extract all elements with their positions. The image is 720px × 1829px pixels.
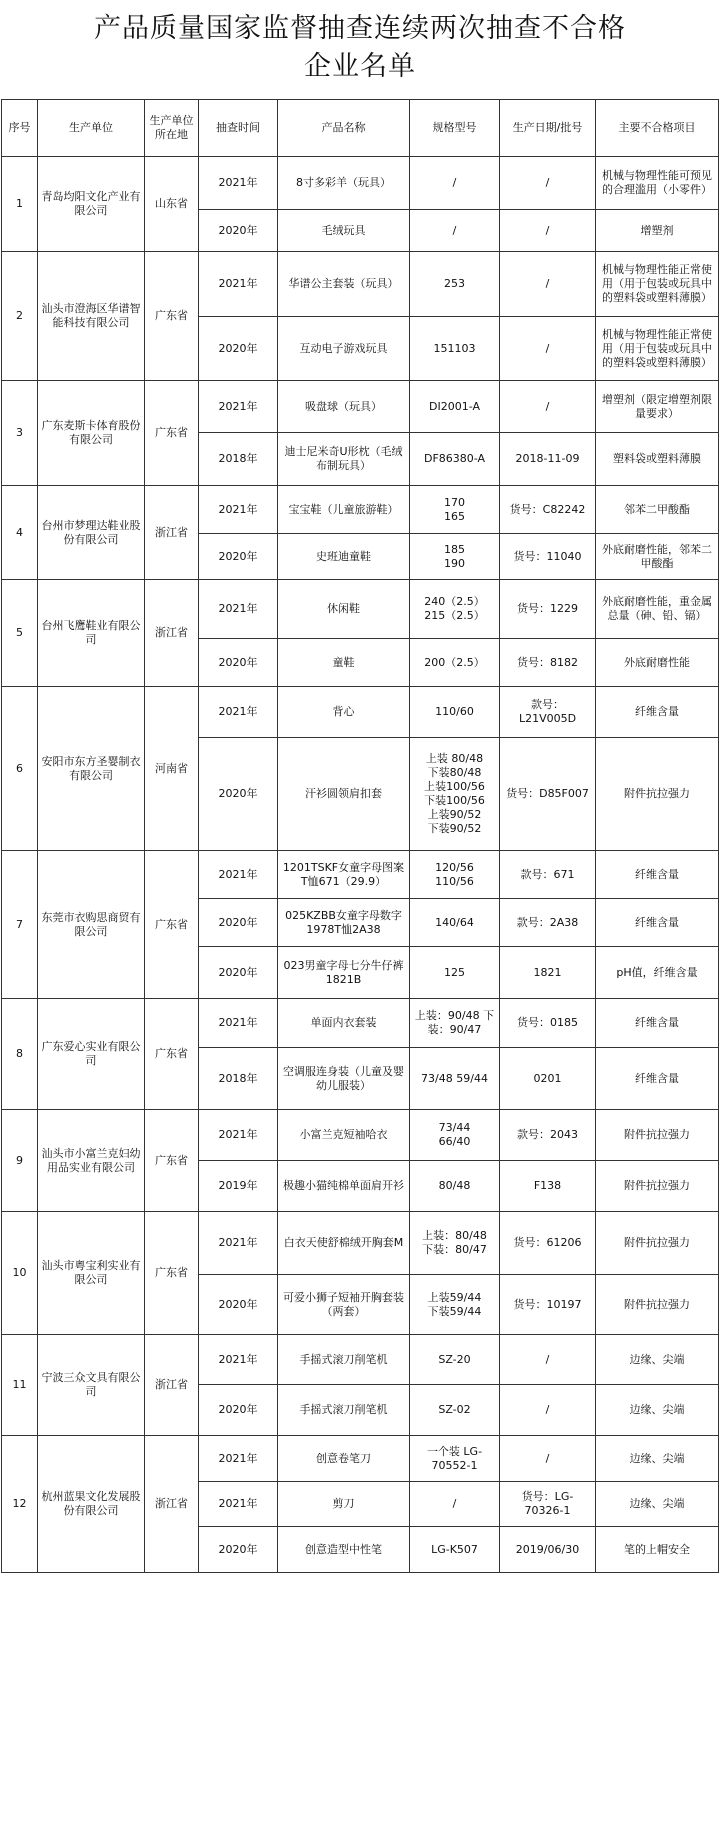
inspection-year-cell: 2020年 [199, 899, 278, 947]
inspection-year-cell: 2021年 [199, 157, 278, 210]
producer-cell: 汕头市粤宝利实业有限公司 [38, 1212, 145, 1335]
header-row [2, 100, 719, 157]
failed-item-cell: 塑料袋或塑料薄膜 [596, 433, 719, 486]
table-row [2, 851, 719, 899]
province-cell: 广东省 [145, 1110, 199, 1212]
product-name-cell: 背心 [278, 687, 410, 738]
inspection-year-cell: 2020年 [199, 1275, 278, 1335]
spec-model-cell: 151103 [410, 317, 500, 381]
table-row [2, 1335, 719, 1385]
province-cell: 广东省 [145, 252, 199, 381]
serial-number-cell: 4 [2, 486, 38, 580]
spec-model-cell: 170 165 [410, 486, 500, 534]
table-row [2, 486, 719, 534]
header-no: 序号 [2, 100, 38, 157]
product-name-cell: 童鞋 [278, 639, 410, 687]
header-issue: 主要不合格项目 [596, 100, 719, 157]
product-name-cell: 迪士尼米奇U形枕（毛绒布制玩具） [278, 433, 410, 486]
product-name-cell: 单面内衣套装 [278, 999, 410, 1048]
batch-cell: 1821 [500, 947, 596, 999]
table-row [2, 1436, 719, 1482]
product-name-cell: 023男童字母七分牛仔裤1821B [278, 947, 410, 999]
table-row [2, 580, 719, 639]
failed-item-cell: 机械与物理性能正常使用（用于包装或玩具中的塑料袋或塑料薄膜） [596, 252, 719, 317]
document-title [0, 10, 720, 86]
batch-cell: / [500, 252, 596, 317]
province-cell: 浙江省 [145, 1436, 199, 1573]
spec-model-cell: DF86380-A [410, 433, 500, 486]
table-row [2, 1110, 719, 1161]
batch-cell: 2018-11-09 [500, 433, 596, 486]
province-cell: 广东省 [145, 381, 199, 486]
inspection-year-cell: 2021年 [199, 1335, 278, 1385]
inspection-year-cell: 2020年 [199, 534, 278, 580]
producer-cell: 台州市梦理达鞋业股份有限公司 [38, 486, 145, 580]
batch-cell: / [500, 317, 596, 381]
producer-cell: 台州飞鹰鞋业有限公司 [38, 580, 145, 687]
province-cell: 浙江省 [145, 580, 199, 687]
spec-model-cell: 125 [410, 947, 500, 999]
batch-cell: 2019/06/30 [500, 1527, 596, 1573]
enterprise-table [1, 99, 719, 1573]
title-line-1: 产品质量国家监督抽查连续两次抽查不合格 [94, 13, 626, 44]
province-cell: 浙江省 [145, 1335, 199, 1436]
province-cell: 河南省 [145, 687, 199, 851]
batch-cell: 货号：10197 [500, 1275, 596, 1335]
inspection-year-cell: 2021年 [199, 1482, 278, 1527]
inspection-year-cell: 2021年 [199, 381, 278, 433]
table-row [2, 999, 719, 1048]
serial-number-cell: 2 [2, 252, 38, 381]
product-name-cell: 吸盘球（玩具） [278, 381, 410, 433]
header-province: 生产单位 所在地 [145, 100, 199, 157]
product-name-cell: 白衣天使舒棉绒开胸套M [278, 1212, 410, 1275]
batch-cell: 货号：61206 [500, 1212, 596, 1275]
spec-model-cell: 上装59/44 下装59/44 [410, 1275, 500, 1335]
product-name-cell: 1201TSKF女童字母图案T恤671（29.9） [278, 851, 410, 899]
province-cell: 广东省 [145, 851, 199, 999]
failed-item-cell: 附件抗拉强力 [596, 1275, 719, 1335]
producer-cell: 广东爱心实业有限公司 [38, 999, 145, 1110]
serial-number-cell: 3 [2, 381, 38, 486]
product-name-cell: 创意造型中性笔 [278, 1527, 410, 1573]
failed-item-cell: 增塑剂（限定增塑剂限量要求） [596, 381, 719, 433]
batch-cell: 货号：C82242 [500, 486, 596, 534]
product-name-cell: 可爱小狮子短袖开胸套装（两套） [278, 1275, 410, 1335]
failed-item-cell: 机械与物理性能正常使用（用于包装或玩具中的塑料袋或塑料薄膜） [596, 317, 719, 381]
inspection-year-cell: 2021年 [199, 1436, 278, 1482]
producer-cell: 杭州蓝果文化发展股份有限公司 [38, 1436, 145, 1573]
failed-item-cell: 机械与物理性能可预见的合理滥用（小零件） [596, 157, 719, 210]
serial-number-cell: 1 [2, 157, 38, 252]
batch-cell: 0201 [500, 1048, 596, 1110]
product-name-cell: 汗衫圆领肩扣套 [278, 738, 410, 851]
product-name-cell: 小富兰克短袖哈衣 [278, 1110, 410, 1161]
failed-item-cell: 边缘、尖端 [596, 1385, 719, 1436]
producer-cell: 汕头市小富兰克妇幼用品实业有限公司 [38, 1110, 145, 1212]
inspection-year-cell: 2018年 [199, 1048, 278, 1110]
inspection-year-cell: 2020年 [199, 947, 278, 999]
product-name-cell: 剪刀 [278, 1482, 410, 1527]
spec-model-cell: / [410, 1482, 500, 1527]
spec-model-cell: 240（2.5） 215（2.5） [410, 580, 500, 639]
inspection-year-cell: 2021年 [199, 486, 278, 534]
inspection-year-cell: 2021年 [199, 580, 278, 639]
batch-cell: 款号：2043 [500, 1110, 596, 1161]
spec-model-cell: 上装 80/48 下装80/48 上装100/56 下装100/56 上装90/52 下装90/52 [410, 738, 500, 851]
inspection-year-cell: 2021年 [199, 999, 278, 1048]
product-name-cell: 手摇式滚刀削笔机 [278, 1385, 410, 1436]
batch-cell: 货号：1229 [500, 580, 596, 639]
failed-item-cell: 纤维含量 [596, 687, 719, 738]
failed-item-cell: 附件抗拉强力 [596, 1161, 719, 1212]
table-row [2, 252, 719, 317]
product-name-cell: 史班迪童鞋 [278, 534, 410, 580]
failed-item-cell: 纤维含量 [596, 1048, 719, 1110]
inspection-year-cell: 2018年 [199, 433, 278, 486]
failed-item-cell: 纤维含量 [596, 899, 719, 947]
spec-model-cell: LG-K507 [410, 1527, 500, 1573]
failed-item-cell: 笔的上帽安全 [596, 1527, 719, 1573]
batch-cell: 货号：11040 [500, 534, 596, 580]
failed-item-cell: 边缘、尖端 [596, 1482, 719, 1527]
product-name-cell: 互动电子游戏玩具 [278, 317, 410, 381]
batch-cell: / [500, 1436, 596, 1482]
serial-number-cell: 5 [2, 580, 38, 687]
producer-cell: 汕头市澄海区华谱智能科技有限公司 [38, 252, 145, 381]
inspection-year-cell: 2020年 [199, 317, 278, 381]
failed-item-cell: 邻苯二甲酸酯 [596, 486, 719, 534]
producer-cell: 东莞市衣购思商贸有限公司 [38, 851, 145, 999]
producer-cell: 青岛均阳文化产业有限公司 [38, 157, 145, 252]
batch-cell: / [500, 210, 596, 252]
product-name-cell: 空调服连身装（儿童及婴幼儿服装） [278, 1048, 410, 1110]
serial-number-cell: 12 [2, 1436, 38, 1573]
spec-model-cell: SZ-20 [410, 1335, 500, 1385]
inspection-year-cell: 2021年 [199, 1110, 278, 1161]
header-year: 抽查时间 [199, 100, 278, 157]
batch-cell: F138 [500, 1161, 596, 1212]
inspection-year-cell: 2019年 [199, 1161, 278, 1212]
batch-cell: 款号：671 [500, 851, 596, 899]
province-cell: 广东省 [145, 1212, 199, 1335]
province-cell: 浙江省 [145, 486, 199, 580]
producer-cell: 安阳市东方圣婴制衣有限公司 [38, 687, 145, 851]
product-name-cell: 025KZBB女童字母数字1978T恤2A38 [278, 899, 410, 947]
failed-item-cell: 边缘、尖端 [596, 1335, 719, 1385]
batch-cell: 款号：L21V005D [500, 687, 596, 738]
failed-item-cell: 增塑剂 [596, 210, 719, 252]
batch-cell: / [500, 157, 596, 210]
failed-item-cell: 纤维含量 [596, 999, 719, 1048]
title-line-2: 企业名单 [304, 51, 416, 82]
producer-cell: 广东麦斯卡体育股份有限公司 [38, 381, 145, 486]
header-spec: 规格型号 [410, 100, 500, 157]
table-body [2, 157, 719, 1573]
spec-model-cell: 上装：80/48 下装：80/47 [410, 1212, 500, 1275]
table-row [2, 157, 719, 210]
serial-number-cell: 9 [2, 1110, 38, 1212]
inspection-year-cell: 2020年 [199, 1385, 278, 1436]
product-name-cell: 8寸多彩羊（玩具） [278, 157, 410, 210]
serial-number-cell: 11 [2, 1335, 38, 1436]
spec-model-cell: / [410, 157, 500, 210]
inspection-year-cell: 2021年 [199, 1212, 278, 1275]
inspection-year-cell: 2020年 [199, 639, 278, 687]
failed-item-cell: 附件抗拉强力 [596, 1110, 719, 1161]
product-name-cell: 毛绒玩具 [278, 210, 410, 252]
product-name-cell: 创意卷笔刀 [278, 1436, 410, 1482]
failed-item-cell: 纤维含量 [596, 851, 719, 899]
province-cell: 山东省 [145, 157, 199, 252]
inspection-year-cell: 2021年 [199, 252, 278, 317]
failed-item-cell: 附件抗拉强力 [596, 738, 719, 851]
serial-number-cell: 6 [2, 687, 38, 851]
failed-item-cell: 附件抗拉强力 [596, 1212, 719, 1275]
serial-number-cell: 7 [2, 851, 38, 999]
spec-model-cell: SZ-02 [410, 1385, 500, 1436]
spec-model-cell: 185 190 [410, 534, 500, 580]
batch-cell: 款号：2A38 [500, 899, 596, 947]
spec-model-cell: 73/44 66/40 [410, 1110, 500, 1161]
inspection-year-cell: 2021年 [199, 687, 278, 738]
inspection-year-cell: 2021年 [199, 851, 278, 899]
product-name-cell: 休闲鞋 [278, 580, 410, 639]
spec-model-cell: 一个装 LG-70552-1 [410, 1436, 500, 1482]
spec-model-cell: 110/60 [410, 687, 500, 738]
batch-cell: / [500, 1335, 596, 1385]
batch-cell: 货号：LG-70326-1 [500, 1482, 596, 1527]
header-unit: 生产单位 [38, 100, 145, 157]
batch-cell: 货号：8182 [500, 639, 596, 687]
product-name-cell: 手摇式滚刀削笔机 [278, 1335, 410, 1385]
table-row [2, 381, 719, 433]
batch-cell: / [500, 381, 596, 433]
inspection-year-cell: 2020年 [199, 738, 278, 851]
table-row [2, 1212, 719, 1275]
inspection-year-cell: 2020年 [199, 210, 278, 252]
spec-model-cell: 73/48 59/44 [410, 1048, 500, 1110]
batch-cell: 货号：0185 [500, 999, 596, 1048]
product-name-cell: 华谱公主套装（玩具） [278, 252, 410, 317]
failed-item-cell: 边缘、尖端 [596, 1436, 719, 1482]
spec-model-cell: 200（2.5） [410, 639, 500, 687]
batch-cell: 货号：D85F007 [500, 738, 596, 851]
failed-item-cell: 外底耐磨性能，重金属总量（砷、铅、镉） [596, 580, 719, 639]
failed-item-cell: 外底耐磨性能 [596, 639, 719, 687]
product-name-cell: 宝宝鞋（儿童旅游鞋） [278, 486, 410, 534]
spec-model-cell: / [410, 210, 500, 252]
spec-model-cell: 253 [410, 252, 500, 317]
header-batch: 生产日期/批号 [500, 100, 596, 157]
spec-model-cell: 80/48 [410, 1161, 500, 1212]
table-row [2, 687, 719, 738]
spec-model-cell: 140/64 [410, 899, 500, 947]
failed-item-cell: 外底耐磨性能，邻苯二甲酸酯 [596, 534, 719, 580]
failed-item-cell: pH值，纤维含量 [596, 947, 719, 999]
inspection-year-cell: 2020年 [199, 1527, 278, 1573]
spec-model-cell: 上装：90/48 下装：90/47 [410, 999, 500, 1048]
spec-model-cell: DI2001-A [410, 381, 500, 433]
serial-number-cell: 8 [2, 999, 38, 1110]
serial-number-cell: 10 [2, 1212, 38, 1335]
spec-model-cell: 120/56 110/56 [410, 851, 500, 899]
batch-cell: / [500, 1385, 596, 1436]
header-product: 产品名称 [278, 100, 410, 157]
product-name-cell: 极趣小猫纯棉单面肩开衫 [278, 1161, 410, 1212]
producer-cell: 宁波三众文具有限公司 [38, 1335, 145, 1436]
province-cell: 广东省 [145, 999, 199, 1110]
